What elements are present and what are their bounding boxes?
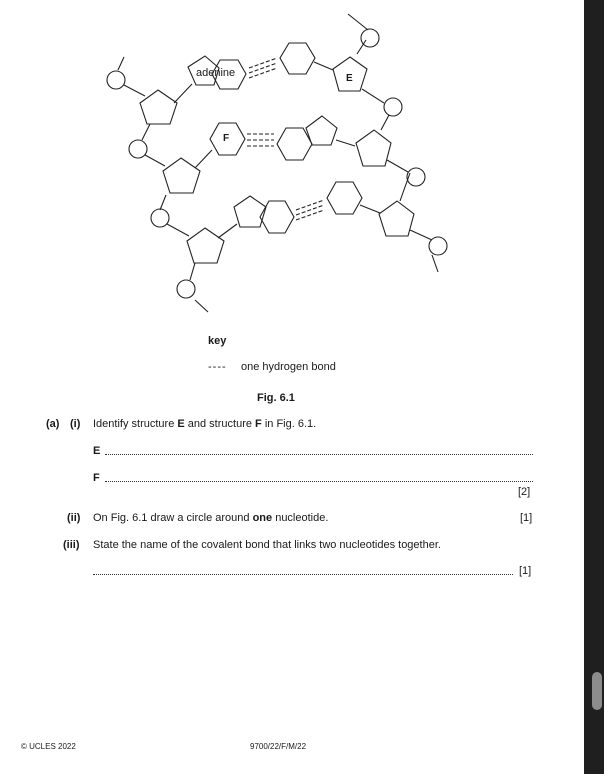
base-pentagon (234, 196, 266, 227)
marks-iii: [1] (519, 565, 532, 577)
part-iii-label: (iii) (63, 539, 80, 551)
label-adenine: adenine (196, 67, 236, 79)
part-ii-label: (ii) (67, 512, 81, 524)
label-structure-f: F (223, 133, 230, 144)
key-heading: key (208, 335, 227, 347)
sugar-pentagon (163, 158, 200, 193)
base-pentagon (306, 116, 337, 145)
figure-caption: Fig. 6.1 (257, 392, 295, 404)
answer-f-label: F (93, 472, 100, 484)
question-ii-text: On Fig. 6.1 draw a circle around one nucleotide. (93, 512, 329, 524)
base-hexagon (277, 128, 312, 160)
answer-e-line[interactable] (105, 454, 533, 455)
sugar-pentagon (356, 130, 391, 166)
base-hexagon (327, 182, 362, 214)
scrollbar-edge (604, 0, 608, 774)
answer-iii-line[interactable] (93, 574, 513, 575)
question-iii-text: State the name of the covalent bond that links two nucleotides together. (93, 539, 441, 551)
footer-copyright: © UCLES 2022 (21, 742, 76, 751)
key-text: one hydrogen bond (241, 361, 336, 373)
footer-code: 9700/22/F/M/22 (250, 742, 307, 751)
part-a-label: (a) (46, 418, 60, 430)
answer-f-line[interactable] (105, 481, 533, 482)
question-i-text: Identify structure E and structure F in Fig. 6.1. (93, 418, 317, 430)
dna-figure (0, 0, 584, 320)
label-structure-e: E (346, 73, 353, 84)
scrollbar-thumb[interactable] (592, 672, 602, 710)
sugar-pentagon (379, 201, 414, 236)
sugar-pentagon (187, 228, 224, 263)
marks-i: [2] (518, 486, 531, 498)
key-symbol: ---- (208, 361, 227, 373)
sugar-pentagon (140, 90, 177, 124)
base-hexagon-top-right (280, 43, 315, 74)
marks-ii: [1] (520, 512, 533, 524)
part-i-label: (i) (70, 418, 81, 430)
answer-e-label: E (93, 445, 101, 457)
